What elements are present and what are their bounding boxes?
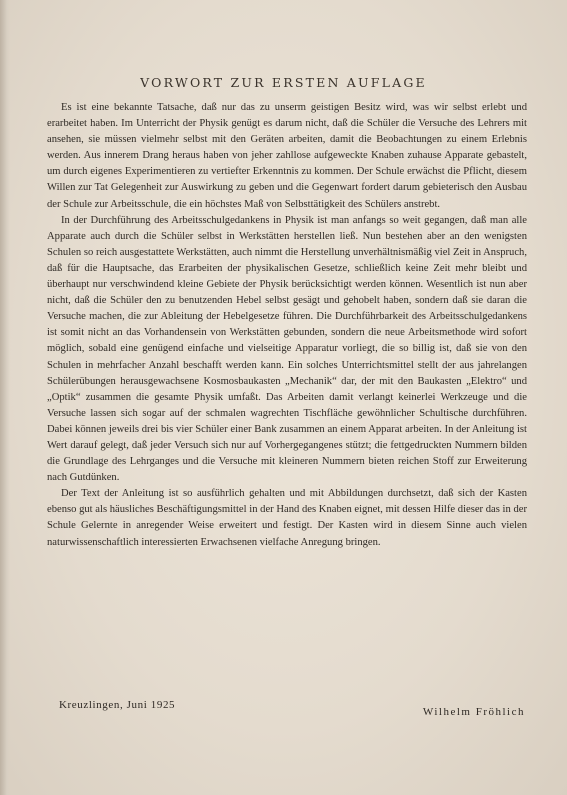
author-name: Wilhelm Fröhlich — [422, 706, 525, 718]
place-date: Kreuzlingen, Juni 1925 — [59, 699, 176, 711]
paragraph: Der Text der Anleitung ist so ausführlich gehalten und mit Abbildungen durchsetzt, daß sich der Kasten ebenso gut als häusliches Beschäftigungsmittel in der Hand des Knaben eignet, mit dessen Hilfe dieser das in der Schule Gelernte in anregender Weise erweitert und festigt. Der Kasten wird in diesem Sinne auch vielen naturwissenschaftlich interessierten Erwachsenen vielfache Anregung bringen. — [47, 488, 527, 548]
page-title: VORWORT ZUR ERSTEN AUFLAGE — [140, 75, 427, 90]
paragraph: Es ist eine bekannte Tatsache, daß nur das zu unserm geistigen Besitz wird, was wir selbst erlebt und erarbeitet haben. Im Unterricht der Physik genügt es darum nicht, daß die Schüler die Versuche des Lehrers mit ansehen, sie müssen vielmehr selbst mit den Geräten arbeiten, damit die Beobachtungen zu einem Erlebnis werden. Aus innerem Drang heraus haben von jeher zahllose aufgeweckte Knaben zuhause Apparate gebastelt, um durch eigenes Experimentieren zu vertiefter Erkenntnis zu kommen. Der Schule erwächst die Pflicht, diesem Willen zur Tat Gelegenheit zur Auswirkung zu geben und die Gegenwart fordert darum gebieterisch den Ausbau der Schule zur Arbeitsschule, die ein höchstes Maß von Selbsttätigkeit des Schülers anstrebt. — [47, 102, 527, 210]
paragraph: In der Durchführung des Arbeitsschulgedankens in Physik ist man anfangs so weit gegangen, daß man alle Apparate auch durch die Schüler selbst in Werkstätten herstellen ließ. Nun bestehen aber an den wenigsten Schulen so reich ausgestattete Werkstätten, auch nimmt die Herstellung unverhältnismäßig viel Zeit in Anspruch, daß für die Hauptsache, das Erarbeiten der physikalischen Gesetze, schließlich keine Zeit mehr bleibt und überhaupt nur verschwindend kleine Gebiete der Physik berücksichtigt werden können. Wesentlich ist nun aber nicht, daß die Schüler den zu benutzenden Hebel selbst gesägt und gehobelt haben, sondern daß sie daran die Versuche machen, die zur Ableitung der Hebelgesetze führen. Die Durchführbarkeit des Arbeitsschulgedankens ist somit nicht an das Vorhandensein von Werkstätten gebunden, sondern die neue Arbeitsmethode wird sofort möglich, sobald eine genügend einfache und vielseitige Apparatur vorliegt, die so billig ist, daß sie von den Schulen in mehrfacher Anzahl beschafft werden kann. Ein solches Unterrichtsmittel stellt der aus jahrelangen Schülerübungen herausgewachsene Kosmosbaukasten „Mechanik“ dar, der mit den Baukasten „Elektro“ und „Optik“ zusammen die gesamte Physik umfaßt. Das Arbeiten damit verlangt keinerlei Werkzeuge und die Versuche lassen sich sogar auf der schmalen wagrechten Tischfläche gewöhnlicher Schultische durchführen. Dabei können jeweils drei bis vier Schüler einer Bank zusammen an einem Apparat arbeiten. In der Anleitung ist Wert darauf gelegt, daß jeder Versuch sich nur auf Vorhergegangenes stützt; die fettgedruckten Nummern bilden die Grundlage des Lehrganges und die Versuche mit kleineren Nummern bieten reichen Stoff zur Erweiterung nach Gutdünken. — [47, 214, 527, 484]
preface-body — [47, 100, 527, 551]
binding-shadow — [0, 0, 10, 795]
signature-block — [47, 699, 527, 739]
